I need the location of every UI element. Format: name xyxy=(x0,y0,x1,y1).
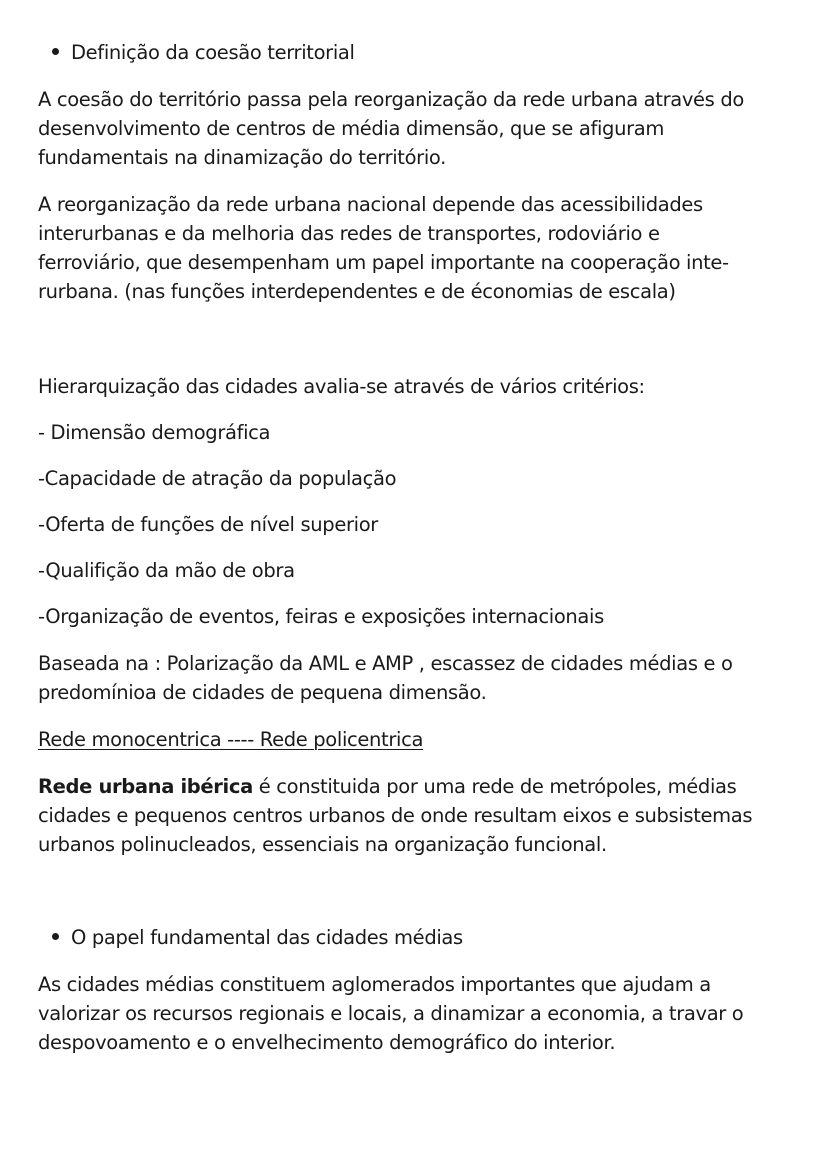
iberian-line-rest: é constituida por uma rede de metrópoles, médias xyxy=(252,775,737,798)
criteria-item: -Oferta de funções de nível superior xyxy=(38,513,378,536)
paragraph-line: As cidades médias constituem aglomerados importantes que ajudam a xyxy=(38,973,711,996)
paragraph-line: fundamentais na dinamização do território. xyxy=(38,146,446,169)
bullet-dot-icon xyxy=(52,933,59,940)
iberian-line: cidades e pequenos centros urbanos de onde resultam eixos e subsistemas xyxy=(38,804,753,827)
paragraph-line: valorizar os recursos regionais e locais, a dinamizar a economia, a travar o xyxy=(38,1002,744,1025)
iberian-term-bold: Rede urbana ibérica xyxy=(38,775,253,798)
network-types-underlined: Rede monocentrica ---- Rede policentrica xyxy=(38,728,424,751)
paragraph-line: A reorganização da rede urbana nacional depende das acessibilidades xyxy=(38,193,703,216)
bullet-coesao-territorial xyxy=(52,38,355,67)
criteria-item: -Qualifição da mão de obra xyxy=(38,559,295,582)
based-on-line: Baseada na : Polarização da AML e AMP , escassez de cidades médias e o xyxy=(38,652,733,675)
iberian-line: urbanos polinucleados, essenciais na organização funcional. xyxy=(38,833,607,856)
criteria-item: -Capacidade de atração da população xyxy=(38,467,397,490)
paragraph-line: A coesão do território passa pela reorganização da rede urbana através do xyxy=(38,88,744,111)
criteria-item: - Dimensão demográfica xyxy=(38,421,271,444)
bullet-dot-icon xyxy=(52,48,59,55)
bullet-cidades-medias xyxy=(52,923,463,952)
bullet-text: Definição da coesão territorial xyxy=(71,41,355,64)
based-on-line: predomínioa de cidades de pequena dimensão. xyxy=(38,681,487,704)
paragraph-line: rurbana. (nas funções interdependentes e de économias de escala) xyxy=(38,280,676,303)
paragraph-line: despovoamento e o envelhecimento demográfico do interior. xyxy=(38,1031,616,1054)
paragraph-line: interurbanas e da melhoria das redes de transportes, rodoviário e xyxy=(38,222,660,245)
bullet-text: O papel fundamental das cidades médias xyxy=(71,926,463,949)
criteria-item: -Organização de eventos, feiras e exposições internacionais xyxy=(38,605,604,628)
hierarchy-intro: Hierarquização das cidades avalia-se através de vários critérios: xyxy=(38,375,645,398)
paragraph-line: desenvolvimento de centros de média dimensão, que se afiguram xyxy=(38,117,664,140)
paragraph-line: ferroviário, que desempenham um papel importante na cooperação inte- xyxy=(38,251,729,274)
iberian-line xyxy=(38,772,736,801)
